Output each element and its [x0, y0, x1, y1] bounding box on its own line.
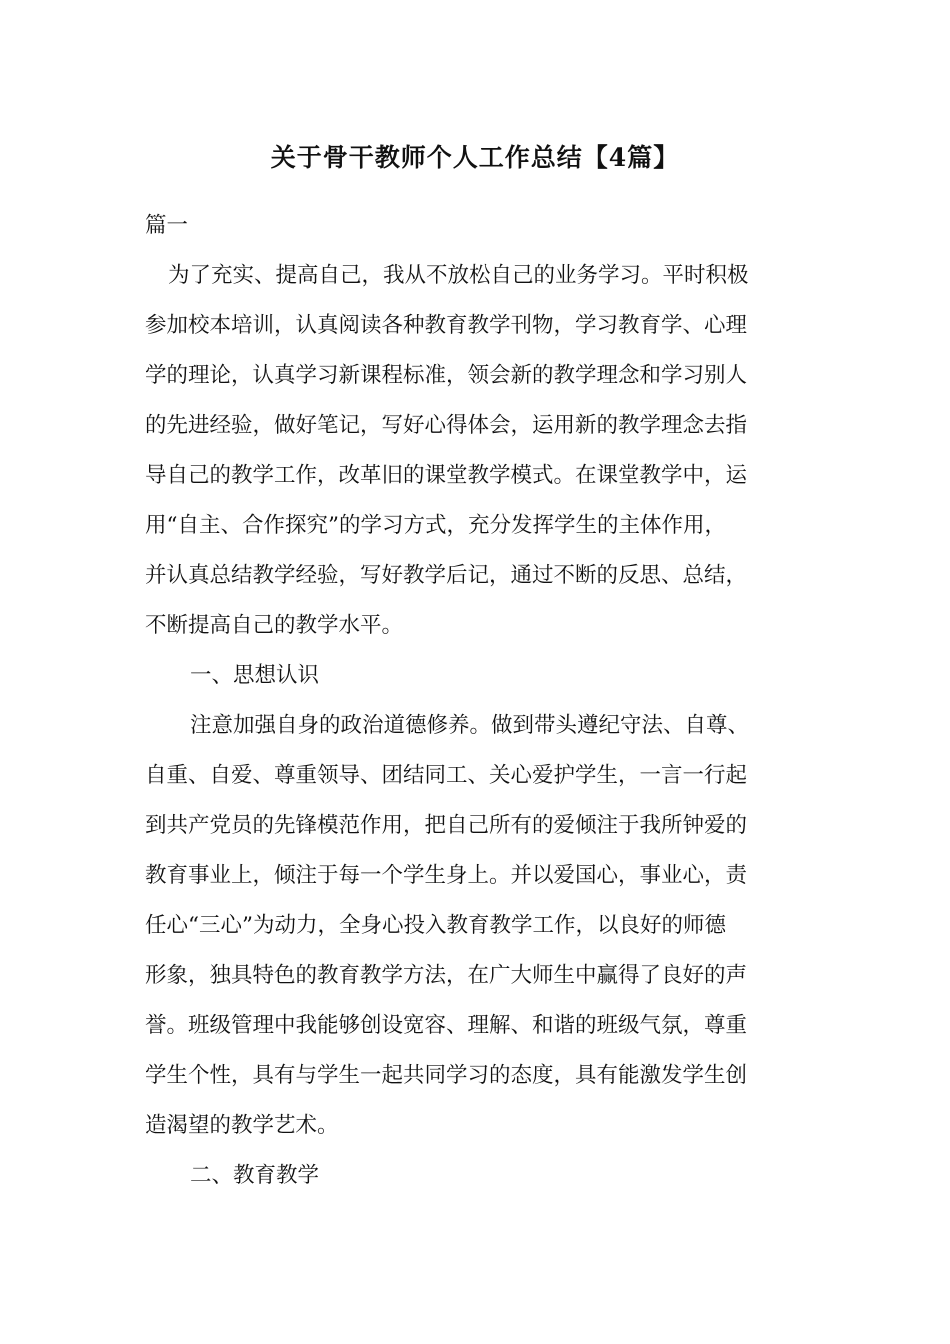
paragraph-line: 注意加强自身的政治道德修养。做到带头遵纪守法、自尊、: [190, 713, 750, 738]
paragraph-line: 学的理论，认真学习新课程标准，领会新的教学理念和学习别人: [145, 363, 748, 388]
paragraph-line: 导自己的教学工作，改革旧的课堂教学模式。在课堂教学中，运: [145, 463, 748, 488]
section-heading: 二、教育教学: [190, 1163, 320, 1188]
paragraph-line: 誉。班级管理中我能够创设宽容、理解、和谐的班级气氛，尊重: [145, 1013, 748, 1038]
paragraph-line: 自重、自爱、尊重领导、团结同工、关心爱护学生，一言一行起: [145, 763, 748, 788]
paragraph-line: 用“自主、合作探究”的学习方式，充分发挥学生的主体作用，: [145, 513, 726, 538]
paragraph-line: 造渴望的教学艺术。: [145, 1113, 339, 1138]
paragraph-line: 到共产党员的先锋模范作用，把自己所有的爱倾注于我所钟爱的: [145, 813, 748, 838]
paragraph-line: 学生个性，具有与学生一起共同学习的态度，具有能激发学生创: [145, 1063, 748, 1088]
paragraph-line: 为了充实、提高自己，我从不放松自己的业务学习。平时积极: [168, 263, 749, 288]
paragraph-line: 形象，独具特色的教育教学方法，在广大师生中赢得了良好的声: [145, 963, 748, 988]
paragraph-line: 的先进经验，做好笔记，写好心得体会，运用新的教学理念去指: [145, 413, 748, 438]
paragraph-line: 任心“三心”为动力，全身心投入教育教学工作，以良好的师德: [145, 913, 726, 938]
paragraph-line: 不断提高自己的教学水平。: [145, 613, 404, 638]
document-title: 关于骨干教师个人工作总结【4篇】: [270, 143, 680, 172]
section-label: 篇一: [145, 213, 189, 238]
section-heading: 一、思想认识: [190, 663, 320, 688]
paragraph-line: 参加校本培训，认真阅读各种教育教学刊物，学习教育学、心理: [145, 313, 748, 338]
paragraph-line: 教育事业上，倾注于每一个学生身上。并以爱国心，事业心，责: [145, 863, 748, 888]
paragraph-line: 并认真总结教学经验，写好教学后记，通过不断的反思、总结，: [145, 563, 748, 588]
